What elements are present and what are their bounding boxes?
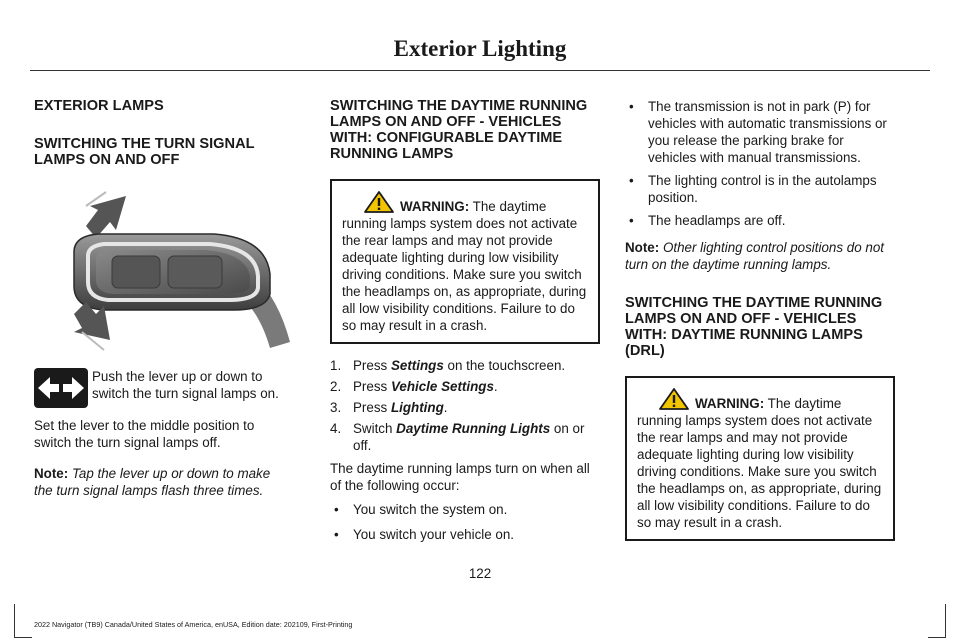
conditions-list-continued bbox=[625, 98, 895, 229]
warning-triangle-icon bbox=[364, 191, 394, 213]
paragraph-middle-position: Set the lever to the middle position to switch the turn signal lamps off. bbox=[34, 418, 255, 450]
turn-signal-arrows-icon bbox=[34, 368, 88, 408]
edition-footer: 2022 Navigator (TB9) Canada/United States of America, enUSA, Edition date: 202109, First-Printing bbox=[34, 620, 353, 629]
list-item: 3. Press Lighting. bbox=[330, 400, 448, 415]
note-flash-three-times bbox=[34, 465, 290, 499]
page-number: 122 bbox=[468, 566, 492, 581]
column-3 bbox=[625, 98, 895, 541]
warning-text: The daytime running lamps system does not activate the rear lamps and may not provide adequate lighting during low visibility driving conditions. Make sure you switch the headlamps on, as appropriate, during all low visibility conditions. Failure to do so may result in a crash. bbox=[342, 199, 587, 333]
note-text: Tap the lever up or down to make the turn signal lamps flash three times. bbox=[34, 466, 271, 498]
list-item: • The headlamps are off. bbox=[629, 213, 786, 228]
list-item: • The lighting control is in the autolamps position. bbox=[629, 173, 877, 205]
list-item: 1. Press Settings on the touchscreen. bbox=[330, 358, 566, 373]
heading-drl: SWITCHING THE DAYTIME RUNNING LAMPS ON AND OFF - VEHICLES WITH: DAYTIME RUNNING LAMPS (DRL) bbox=[625, 295, 883, 359]
crop-mark bbox=[945, 604, 946, 638]
warning-box-configurable bbox=[330, 179, 600, 344]
turn-signal-caption-row bbox=[34, 368, 290, 402]
column-1 bbox=[34, 98, 290, 168]
turn-signal-lever-illustration bbox=[34, 182, 290, 354]
list-item: 2. Press Vehicle Settings. bbox=[330, 379, 498, 394]
warning-box-drl bbox=[625, 376, 895, 541]
note-other-positions bbox=[625, 239, 895, 273]
list-item: • The transmission is not in park (P) for vehicles with automatic transmissions or you release the parking brake for vehicles with manual transmissions. bbox=[629, 99, 887, 165]
note-label: Note: bbox=[625, 240, 660, 255]
list-item: • You switch your vehicle on. bbox=[334, 527, 515, 542]
note-text: Other lighting control positions do not turn on the daytime running lamps. bbox=[625, 240, 885, 272]
list-item: • You switch the system on. bbox=[334, 502, 508, 517]
drl-conditions-intro: The daytime running lamps turn on when all of the following occur: bbox=[330, 461, 590, 493]
conditions-list bbox=[330, 501, 600, 543]
column-2 bbox=[330, 98, 600, 547]
crop-mark bbox=[928, 637, 946, 638]
header-rule bbox=[30, 70, 930, 71]
column-1-body bbox=[34, 417, 290, 499]
warning-text: The daytime running lamps system does not activate the rear lamps and may not provide adequate lighting during low visibility driving conditions. Make sure you switch the headlamps on, as appropriate, during all low visibility conditions. Failure to do so may result in a crash. bbox=[637, 396, 882, 530]
warning-label: WARNING: bbox=[400, 199, 470, 214]
warning-triangle-icon bbox=[659, 388, 689, 410]
heading-turn-signal: SWITCHING THE TURN SIGNAL LAMPS ON AND OFF bbox=[34, 136, 255, 168]
list-item: 4. Switch Daytime Running Lights on or off. bbox=[330, 421, 585, 453]
crop-mark bbox=[14, 637, 32, 638]
warning-label: WARNING: bbox=[695, 396, 765, 411]
section-heading-exterior-lamps: EXTERIOR LAMPS bbox=[34, 98, 164, 114]
page-title: Exterior Lighting bbox=[393, 36, 567, 61]
heading-configurable-drl: SWITCHING THE DAYTIME RUNNING LAMPS ON AND OFF - VEHICLES WITH: CONFIGURABLE DAYTIME RUNNING LAMPS bbox=[330, 98, 588, 162]
steps-list bbox=[330, 357, 600, 454]
note-label: Note: bbox=[34, 466, 69, 481]
crop-mark bbox=[14, 604, 15, 638]
turn-signal-caption: Push the lever up or down to switch the turn signal lamps on. bbox=[92, 369, 279, 401]
